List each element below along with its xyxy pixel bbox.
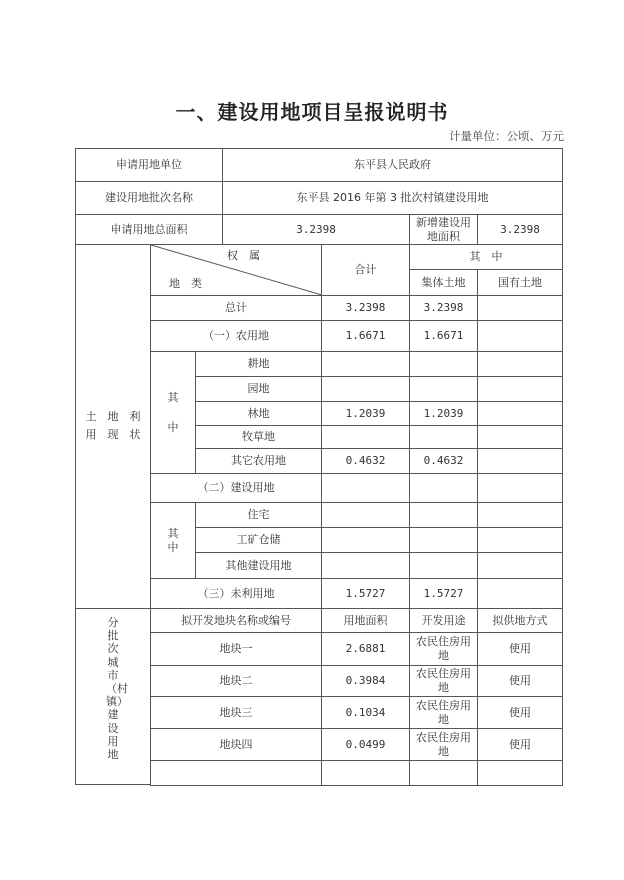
state-value [477, 295, 563, 321]
state-value [477, 552, 563, 579]
plot-supply-header: 拟供地方式 [477, 608, 563, 633]
plot-use: 农民住房用地 [409, 665, 478, 697]
landtype-label: 总计 [150, 295, 322, 321]
plot-supply: 使用 [477, 665, 563, 697]
landtype-label: 住宅 [195, 502, 322, 528]
collective-value [409, 425, 478, 449]
applicant-label: 申请用地单位 [75, 148, 223, 182]
collective-value [409, 473, 478, 503]
total-value: 1.6671 [321, 320, 410, 352]
new-area-value: 3.2398 [477, 214, 563, 245]
total-value [321, 425, 410, 449]
plot-name: 地块二 [150, 665, 322, 697]
total-value [321, 376, 410, 402]
state-value [477, 578, 563, 610]
of-which-marker-agri: 其 中 [150, 351, 196, 474]
ownership-landtype-corner [150, 244, 322, 296]
plot-name-header: 拟开发地块名称或编号 [150, 608, 322, 633]
landtype-label: 园地 [195, 376, 322, 402]
unit-note: 计量单位：公顷、万元 [449, 129, 564, 143]
plot-use: 农民住房用地 [409, 632, 478, 666]
plot-use [409, 760, 478, 786]
landtype-label: 工矿仓储 [195, 527, 322, 553]
landtype-label: 耕地 [195, 351, 322, 377]
plot-area: 0.1034 [321, 696, 410, 729]
plot-use: 农民住房用地 [409, 696, 478, 729]
state-value [477, 527, 563, 553]
plot-supply: 使用 [477, 696, 563, 729]
total-value [321, 351, 410, 377]
plot-name [150, 760, 322, 786]
col-of-which-header: 其 中 [409, 244, 563, 270]
plot-name: 地块四 [150, 728, 322, 761]
state-value [477, 448, 563, 474]
plot-area: 2.6881 [321, 632, 410, 666]
landtype-label: 林地 [195, 401, 322, 426]
collective-value: 0.4632 [409, 448, 478, 474]
landtype-label: 其他建设用地 [195, 552, 322, 579]
plot-supply [477, 760, 563, 786]
landtype-label: 其它农用地 [195, 448, 322, 474]
total-value: 3.2398 [321, 295, 410, 321]
total-value: 1.5727 [321, 578, 410, 610]
plot-use-header: 开发用途 [409, 608, 478, 633]
of-which-marker-construction: 其 中 [150, 502, 196, 579]
state-value [477, 320, 563, 352]
plot-area: 0.3984 [321, 665, 410, 697]
state-value [477, 401, 563, 426]
state-value [477, 351, 563, 377]
plot-supply: 使用 [477, 632, 563, 666]
applicant-value: 东平县人民政府 [222, 148, 563, 182]
total-value [321, 527, 410, 553]
plot-area: 0.0499 [321, 728, 410, 761]
total-value [321, 473, 410, 503]
plot-area [321, 760, 410, 786]
corner-landtype-label: 地 类 [169, 277, 202, 290]
col-collective-header: 集体土地 [409, 269, 478, 296]
plot-name: 地块一 [150, 632, 322, 666]
batch-name-label: 建设用地批次名称 [75, 181, 223, 215]
state-value [477, 473, 563, 503]
total-value [321, 502, 410, 528]
plot-supply: 使用 [477, 728, 563, 761]
landtype-label: （三）未利用地 [150, 578, 322, 610]
collective-value [409, 502, 478, 528]
plot-area-header: 用地面积 [321, 608, 410, 633]
landtype-label: 牧草地 [195, 425, 322, 449]
state-value [477, 502, 563, 528]
col-total-header: 合计 [321, 244, 410, 296]
collective-value [409, 527, 478, 553]
land-use-section-label [75, 244, 151, 609]
total-area-label: 申请用地总面积 [75, 214, 223, 245]
total-area-value: 3.2398 [222, 214, 410, 245]
landtype-label: （一）农用地 [150, 320, 322, 352]
plot-name: 地块三 [150, 696, 322, 729]
state-value [477, 376, 563, 402]
land-use-label-line-1: 土 地 利 [85, 410, 141, 423]
batch-name-value: 东平县 2016 年第 3 批次村镇建设用地 [222, 181, 563, 215]
collective-value: 1.2039 [409, 401, 478, 426]
plots-section-label: 分批次城市（村镇）建设用地 [106, 616, 128, 762]
corner-ownership-label: 权 属 [227, 249, 260, 262]
col-state-header: 国有土地 [477, 269, 563, 296]
new-area-label: 新增建设用地面积 [409, 214, 478, 245]
collective-value: 3.2398 [409, 295, 478, 321]
total-value [321, 552, 410, 579]
collective-value [409, 552, 478, 579]
document-title: 一、建设用地项目呈报说明书 [175, 100, 449, 124]
collective-value [409, 351, 478, 377]
plot-use: 农民住房用地 [409, 728, 478, 761]
total-value: 0.4632 [321, 448, 410, 474]
land-use-label-line-2: 用 现 状 [85, 428, 141, 441]
landtype-label: （二）建设用地 [150, 473, 322, 503]
collective-value [409, 376, 478, 402]
state-value [477, 425, 563, 449]
total-value: 1.2039 [321, 401, 410, 426]
collective-value: 1.6671 [409, 320, 478, 352]
collective-value: 1.5727 [409, 578, 478, 610]
